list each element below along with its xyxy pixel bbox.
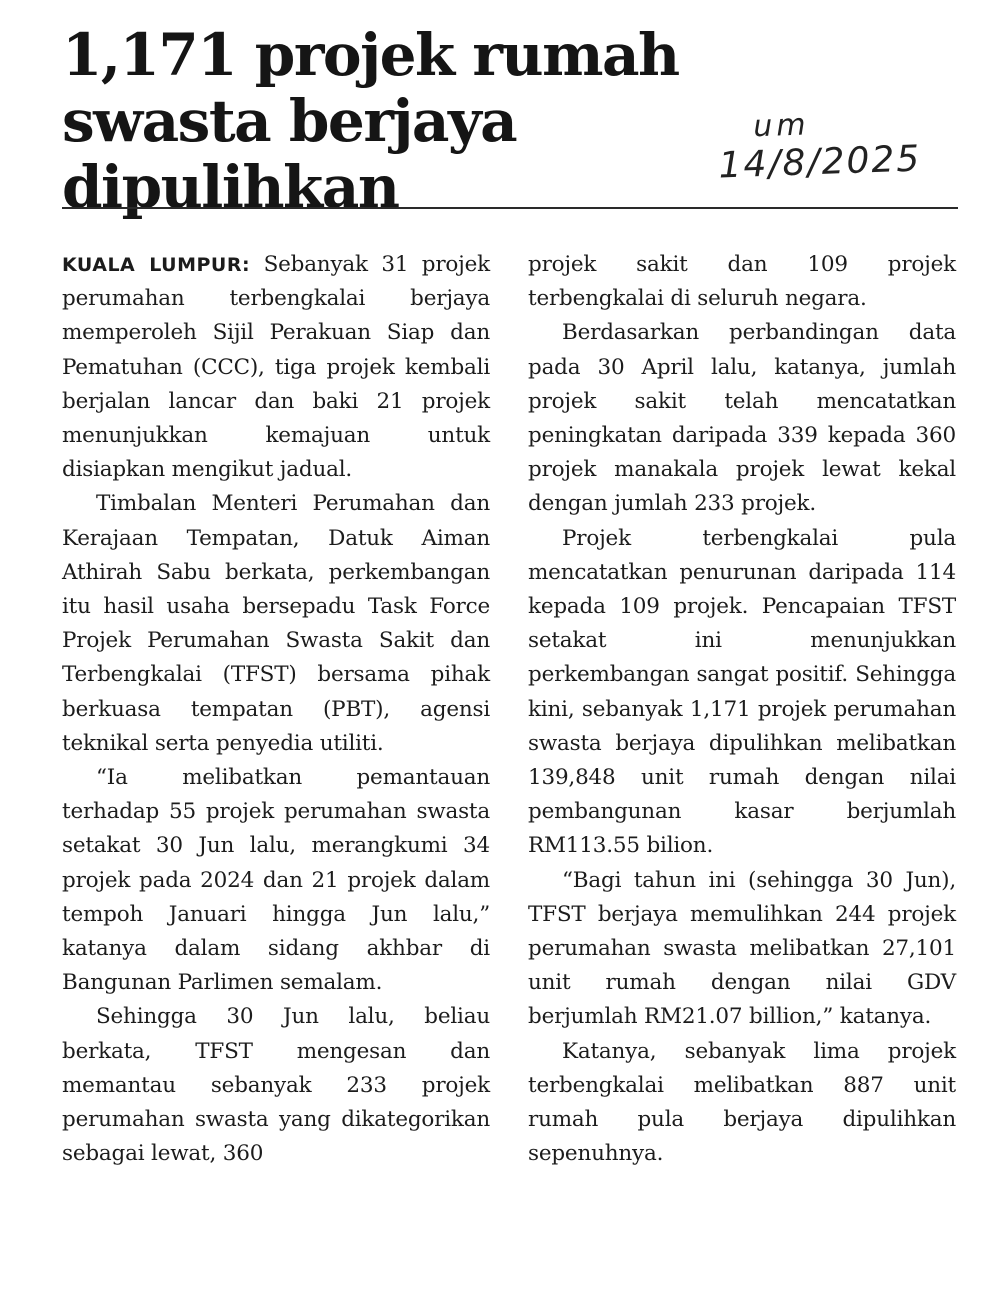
paragraph: Katanya, sebanyak lima projek terbengkalai melibatkan 887 unit rumah pula berjaya dipulihkan sepenuhnya.	[528, 1038, 956, 1167]
article-column-right	[528, 248, 956, 1171]
paragraph: “Ia melibatkan pemantauan terhadap 55 projek perumahan swasta setakat 30 Jun lalu, merangkumi 34 projek pada 2024 dan 21 projek dalam tempoh Januari hingga Jun lalu,” katanya dalam sidang akhbar di Bangunan Parlimen semalam.	[62, 765, 490, 996]
handwritten-source: um	[752, 107, 811, 145]
paragraph: Berdasarkan perbandingan data pada 30 April lalu, katanya, jumlah projek sakit telah mencatatkan peningkatan daripada 339 kepada 360 projek manakala projek lewat kekal dengan jumlah 233 projek.	[528, 320, 956, 517]
handwritten-note	[717, 104, 922, 187]
headline-divider	[62, 207, 958, 209]
handwritten-date: 14/8/2025	[717, 138, 922, 187]
article-column-left	[62, 248, 490, 1171]
paragraph-text: Sebanyak 31 projek perumahan terbengkalai berjaya memperoleh Sijil Perakuan Siap dan Pematuhan (CCC), tiga projek kembali berjalan lancar dan baki 21 projek menunjukkan kemajuan untuk disiapkan mengikut jadual.	[62, 252, 490, 483]
paragraph: Sehingga 30 Jun lalu, beliau berkata, TFST mengesan dan memantau sebanyak 233 projek perumahan swasta yang dikategorikan sebagai lewat, 360	[62, 1004, 490, 1167]
dateline: KUALA LUMPUR:	[62, 254, 251, 276]
paragraph: Projek terbengkalai pula mencatatkan penurunan daripada 114 kepada 109 projek. Pencapaian TFST setakat ini menunjukkan perkembangan sangat positif. Sehingga kini, sebanyak 1,171 projek perumahan swasta berjaya dipulihkan melibatkan 139,848 unit rumah dengan nilai pembangunan kasar berjumlah RM113.55 bilion.	[528, 525, 956, 859]
paragraph: Timbalan Menteri Perumahan dan Kerajaan Tempatan, Datuk Aiman Athirah Sabu berkata, perkembangan itu hasil usaha bersepadu Task Force Projek Perumahan Swasta Sakit dan Terbengkalai (TFST) bersama pihak berkuasa tempatan (PBT), agensi teknikal serta penyedia utiliti.	[62, 491, 490, 756]
paragraph	[62, 248, 490, 487]
paragraph: projek sakit dan 109 projek terbengkalai di seluruh negara.	[528, 252, 956, 312]
article-headline: 1,171 projek rumah swasta berjaya dipulihkan	[62, 21, 679, 221]
paragraph: “Bagi tahun ini (sehingga 30 Jun), TFST berjaya memulihkan 244 projek perumahan swasta melibatkan 27,101 unit rumah dengan nilai GDV berjumlah RM21.07 billion,” katanya.	[528, 867, 956, 1030]
